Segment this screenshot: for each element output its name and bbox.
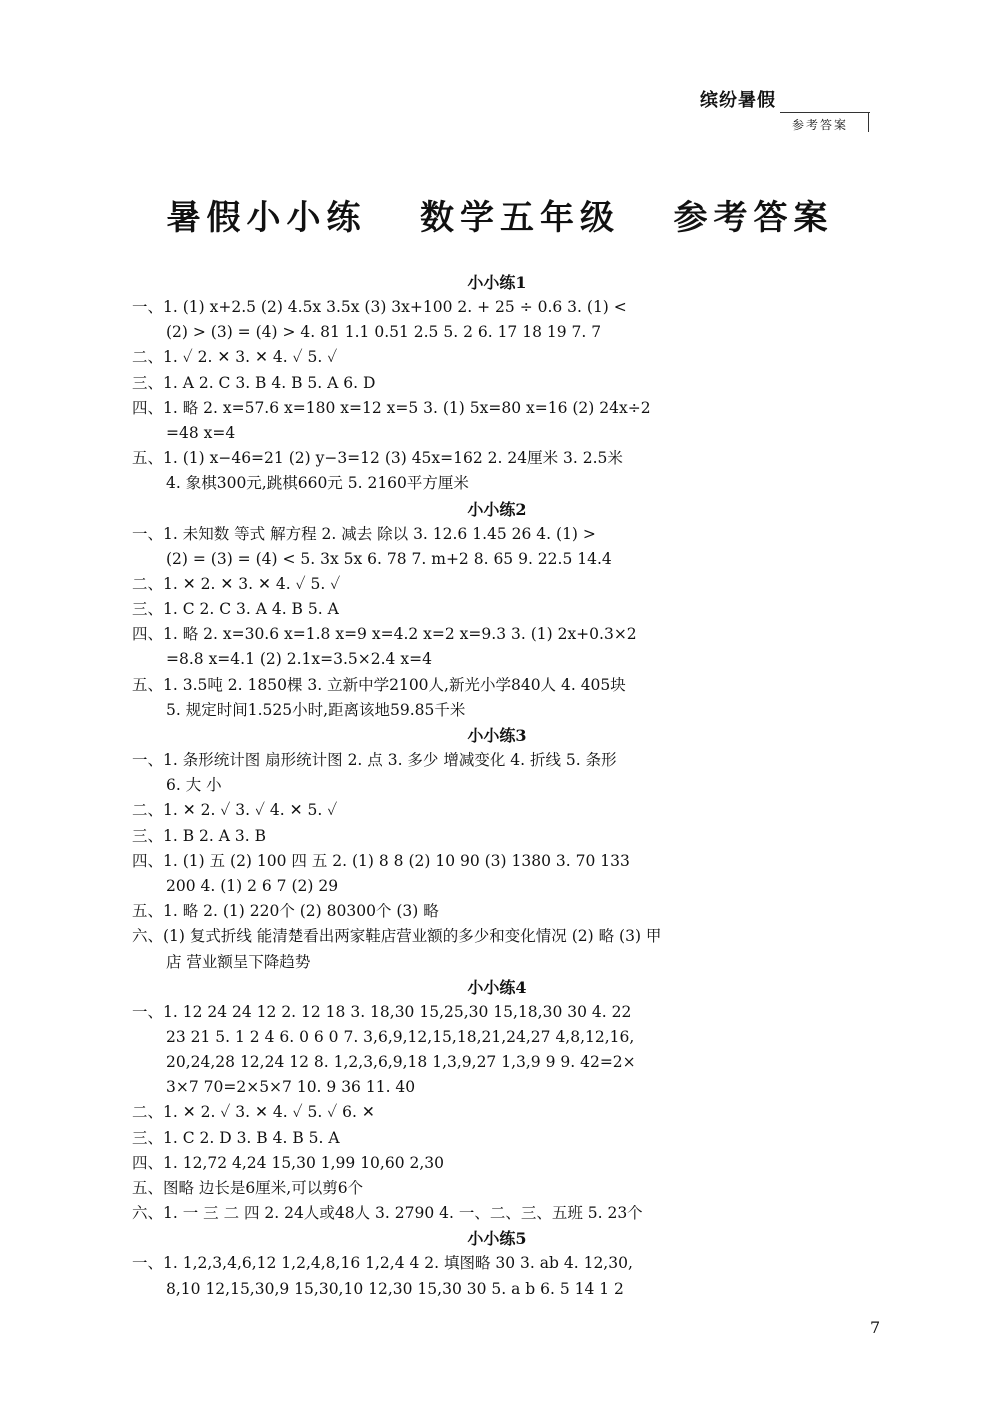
header-subtitle: 参考答案: [792, 118, 849, 132]
section-heading: 小小练1: [467, 273, 527, 292]
section-heading: 小小练3: [467, 726, 527, 745]
answer-line: 六、(1) 复式折线 能清楚看出两家鞋店营业额的多少和变化情况 (2) 略 (3) 甲: [132, 927, 662, 946]
answer-line: =48 x=4: [166, 423, 236, 442]
answer-line: 一、1. (1) x+2.5 (2) 4.5x 3.5x (3) 3x+100 2. + 25 ÷ 0.6 3. (1) <: [132, 298, 627, 316]
answer-line: 五、1. 3.5吨 2. 1850棵 3. 立新中学2100人,新光小学840人 4. 405块: [132, 675, 626, 694]
answer-line: 一、1. 12 24 24 12 2. 12 18 3. 18,30 15,25,30 15,18,30 30 4. 22: [132, 1002, 632, 1021]
answer-line: 4. 象棋300元,跳棋660元 5. 2160平方厘米: [166, 474, 469, 493]
answer-line: 二、1. ✓ 2. ✕ 3. ✕ 4. ✓ 5. ✓: [132, 348, 338, 367]
answer-line: 一、1. 未知数 等式 解方程 2. 减去 除以 3. 12.6 1.45 26 4. (1) >: [132, 524, 596, 543]
answer-line: 三、1. C 2. C 3. A 4. B 5. A: [132, 600, 339, 619]
answer-line: 五、图略 边长是6厘米,可以剪6个: [132, 1179, 364, 1197]
brand-name: 缤纷暑假: [700, 90, 776, 111]
header-rule-vertical: [868, 112, 869, 132]
answer-line: 六、1. 一 三 二 四 2. 24人或48人 3. 2790 4. 一、二、三、五班 5. 23个: [132, 1204, 643, 1223]
answer-line: 四、1. 12,72 4,24 15,30 1,99 10,60 2,30: [132, 1153, 445, 1172]
answer-line: 一、1. 条形统计图 扇形统计图 2. 点 3. 多少 增减变化 4. 折线 5. 条形: [132, 751, 617, 769]
answer-line: 三、1. B 2. A 3. B: [132, 826, 266, 845]
answer-line: (2) = (3) = (4) < 5. 3x 5x 6. 78 7. m+2 8. 65 9. 22.5 14.4: [166, 549, 612, 568]
answer-line: 四、1. 略 2. x=57.6 x=180 x=12 x=5 3. (1) 5x=80 x=16 (2) 24x÷2: [132, 398, 651, 417]
answer-content: [132, 270, 862, 1302]
answer-line: 五、1. 略 2. (1) 220个 (2) 80300个 (3) 略: [132, 902, 439, 921]
answer-line: 三、1. A 2. C 3. B 4. B 5. A 6. D: [132, 373, 376, 392]
answer-line: 200 4. (1) 2 6 7 (2) 29: [166, 876, 339, 895]
section-heading: 小小练2: [467, 499, 527, 519]
answer-line: 23 21 5. 1 2 4 6. 0 6 0 7. 3,6,9,12,15,18,21,24,27 4,8,12,16,: [166, 1027, 635, 1046]
answer-line: 8,10 12,15,30,9 15,30,10 12,30 15,30 30 5. a b 6. 5 14 1 2: [166, 1279, 624, 1298]
section-heading: 小小练4: [467, 977, 527, 997]
section-heading: 小小练5: [467, 1229, 527, 1249]
answer-line: 五、1. (1) x−46=21 (2) y−3=12 (3) 45x=162 2. 24厘米 3. 2.5米: [132, 449, 623, 468]
answer-line: 6. 大 小: [166, 776, 222, 795]
page-title: 暑假小小练 数学五年级 参考答案: [166, 198, 834, 238]
answer-line: =8.8 x=4.1 (2) 2.1x=3.5×2.4 x=4: [166, 650, 432, 669]
page-number: 7: [870, 1318, 881, 1337]
answer-line: 四、1. 略 2. x=30.6 x=1.8 x=9 x=4.2 x=2 x=9.3 3. (1) 2x+0.3×2: [132, 625, 637, 644]
answer-line: 二、1. ✕ 2. ✓ 3. ✓ 4. ✕ 5. ✓: [132, 801, 338, 820]
answer-line: 一、1. 1,2,3,4,6,12 1,2,4,8,16 1,2,4 4 2. 填图略 30 3. ab 4. 12,30,: [132, 1254, 633, 1273]
answer-line: 三、1. C 2. D 3. B 4. B 5. A: [132, 1128, 340, 1147]
header-rule: [780, 112, 870, 113]
answer-line: 二、1. ✕ 2. ✓ 3. ✕ 4. ✓ 5. ✓ 6. ✕: [132, 1103, 375, 1122]
answer-line: (2) > (3) = (4) > 4. 81 1.1 0.51 2.5 5. 2 6. 17 18 19 7. 7: [166, 323, 602, 342]
answer-line: 5. 规定时间1.525小时,距离该地59.85千米: [166, 700, 466, 719]
answer-line: 四、1. (1) 五 (2) 100 四 五 2. (1) 8 8 (2) 10 90 (3) 1380 3. 70 133: [132, 851, 630, 870]
answer-line: 3×7 70=2×5×7 10. 9 36 11. 40: [166, 1078, 416, 1097]
answer-line: 二、1. ✕ 2. ✕ 3. ✕ 4. ✓ 5. ✓: [132, 574, 341, 593]
answer-line: 20,24,28 12,24 12 8. 1,2,3,6,9,18 1,3,9,27 1,3,9 9 9. 42=2×: [166, 1053, 636, 1072]
header-brand-block: [700, 86, 870, 136]
answer-line: 店 营业额呈下降趋势: [166, 952, 311, 971]
